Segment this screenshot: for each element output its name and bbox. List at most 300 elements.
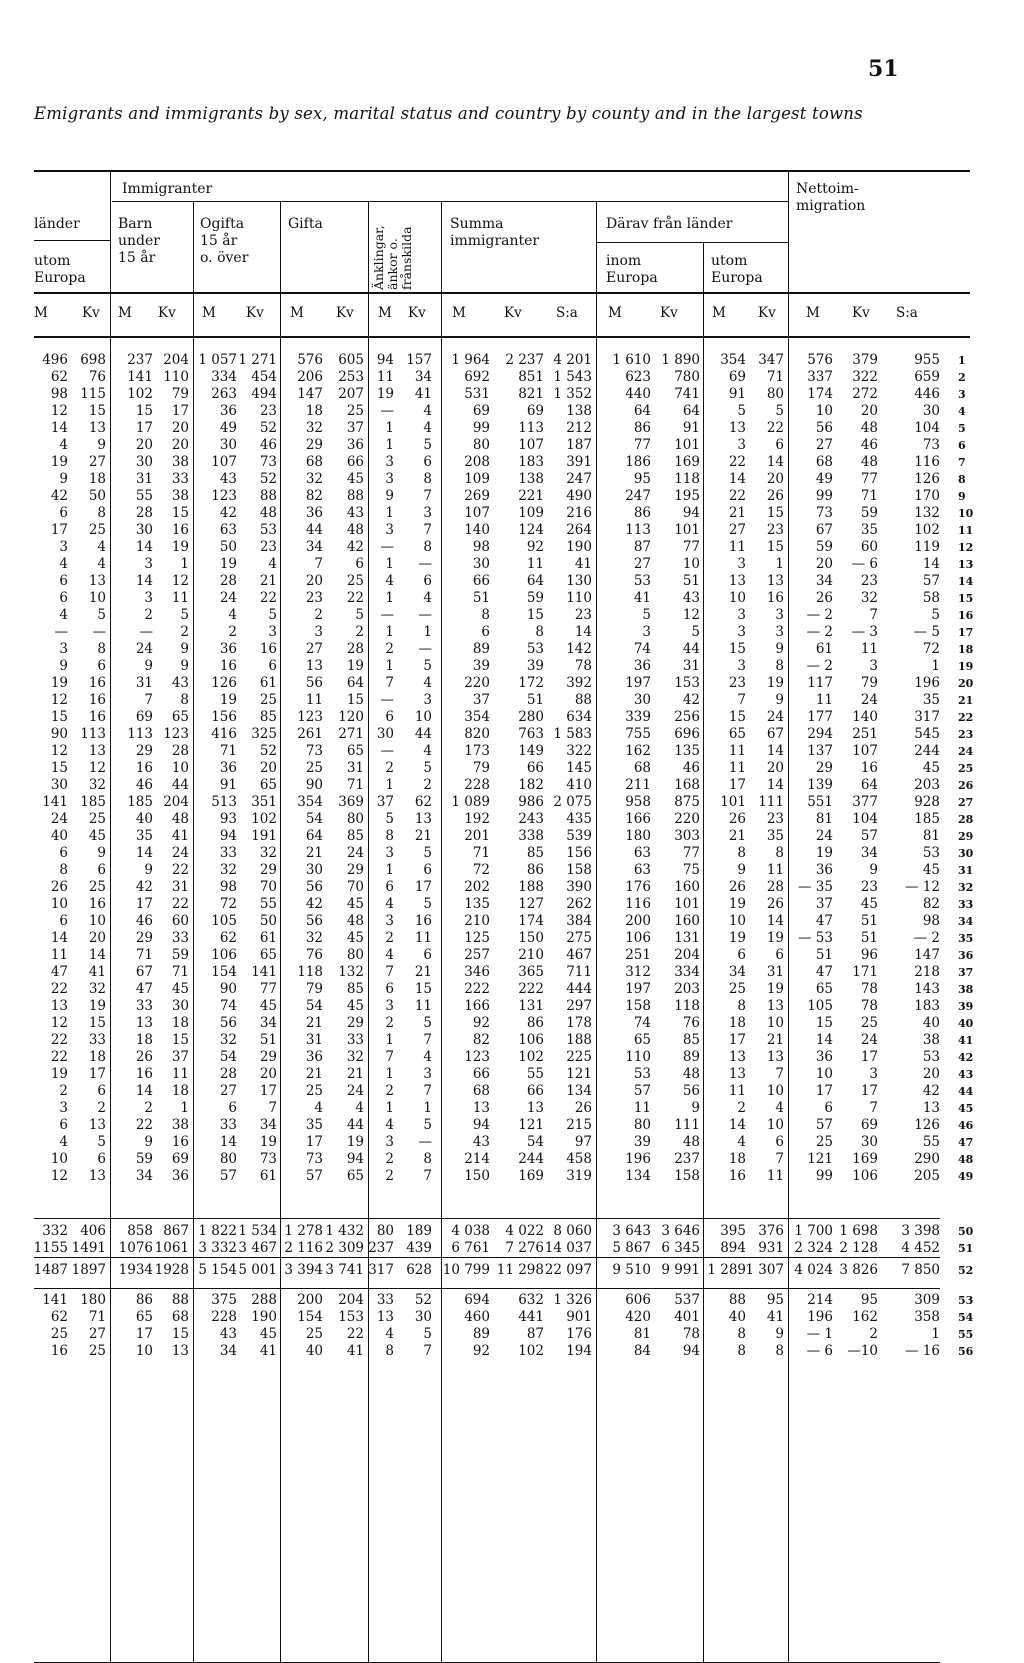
cell-ogifta-m: 28 [219,1066,237,1082]
cell-netto-kv: 3 [869,1066,878,1082]
cell-gifta-kv: 80 [346,947,364,963]
cell-inom-europa-kv: 101 [674,522,700,538]
cell-barn-m: 65 [135,1309,153,1325]
cell-utom-europa-m: 10 [728,913,746,929]
cell-gifta-m: 21 [305,1015,323,1031]
cell-anklingar-m: 1 [385,862,394,878]
cell-ogifta-m: 123 [211,488,237,504]
cell-lander-utom-kv: — [92,624,106,640]
cell-utom-europa-kv: 6 [775,947,784,963]
cell-netto-kv: 3 [869,658,878,674]
cell-summa-m: 4 038 [451,1223,490,1239]
cell-summa-sa: 130 [566,573,592,589]
cell-summa-m: 173 [464,743,490,759]
cell-netto-sa: 446 [914,386,940,402]
cell-utom-europa-m: 26 [728,811,746,827]
cell-barn-m: 30 [135,522,153,538]
cell-anklingar-kv: 34 [414,369,432,385]
cell-summa-sa: 264 [566,522,592,538]
cell-summa-sa: 178 [566,1015,592,1031]
cell-utom-europa-kv: 16 [766,590,784,606]
cell-ogifta-m: 62 [219,930,237,946]
header-summa-2: immigranter [450,233,540,249]
cell-inom-europa-m: 74 [633,1015,651,1031]
cell-barn-kv: 22 [171,896,189,912]
cell-netto-kv: 7 [869,1100,878,1116]
row-number: 49 [958,1170,974,1183]
row-number: 53 [958,1294,974,1307]
cell-barn-kv: 110 [163,369,189,385]
cell-ogifta-kv: 3 [268,624,277,640]
cell-barn-kv: 204 [163,352,189,368]
cell-summa-sa: 262 [566,896,592,912]
cell-inom-europa-m: 63 [633,862,651,878]
cell-summa-m: 89 [472,1326,490,1342]
cell-summa-sa: 156 [566,845,592,861]
cell-barn-kv: 30 [171,998,189,1014]
cell-gifta-kv: 25 [346,573,364,589]
cell-ogifta-kv: 23 [259,403,277,419]
cell-lander-utom-kv: 406 [80,1223,106,1239]
cell-summa-m: 202 [464,879,490,895]
cell-netto-m: 19 [815,845,833,861]
cell-summa-m: 222 [464,981,490,997]
cell-summa-m: 82 [472,1032,490,1048]
cell-ogifta-kv: 19 [259,1134,277,1150]
cell-barn-m: 15 [135,403,153,419]
cell-inom-europa-m: 53 [633,1066,651,1082]
cell-utom-europa-m: 21 [728,505,746,521]
cell-inom-europa-kv: 31 [682,658,700,674]
cell-barn-m: 69 [135,709,153,725]
cell-summa-m: 94 [472,1117,490,1133]
cell-inom-europa-kv: 42 [682,692,700,708]
cell-netto-sa: 14 [922,556,940,572]
cell-netto-m: 14 [815,1032,833,1048]
cell-barn-m: 113 [127,726,153,742]
cell-netto-kv: 95 [860,1292,878,1308]
cell-inom-europa-m: 755 [625,726,651,742]
cell-ogifta-m: 74 [219,998,237,1014]
cell-anklingar-kv: 5 [423,1015,432,1031]
cell-summa-sa: 435 [566,811,592,827]
cell-anklingar-m: 2 [385,1015,394,1031]
cell-gifta-m: 56 [305,913,323,929]
cell-anklingar-m: 1 [385,1100,394,1116]
cell-ogifta-m: 28 [219,573,237,589]
cell-summa-m: 1 089 [451,794,490,810]
cell-netto-kv: 46 [860,437,878,453]
header-anklingar-3: frånskilda [399,226,414,290]
cell-inom-europa-m: 57 [633,1083,651,1099]
cell-utom-europa-m: 22 [728,454,746,470]
cell-gifta-kv: 2 [355,624,364,640]
cell-summa-sa: 384 [566,913,592,929]
cell-ogifta-m: 90 [219,981,237,997]
cell-utom-europa-kv: 3 [775,607,784,623]
cell-netto-sa: 40 [922,1015,940,1031]
cell-gifta-kv: 65 [346,1168,364,1184]
cell-barn-kv: 16 [171,522,189,538]
cell-barn-m: 14 [135,1083,153,1099]
cell-summa-m: 150 [464,1168,490,1184]
cell-inom-europa-kv: 195 [674,488,700,504]
cell-gifta-kv: 71 [346,777,364,793]
cell-lander-utom-kv: 5 [97,1134,106,1150]
cell-summa-kv: 86 [526,862,544,878]
cell-barn-m: 59 [135,1151,153,1167]
cell-anklingar-kv: 5 [423,1326,432,1342]
cell-inom-europa-kv: 237 [674,1151,700,1167]
cell-anklingar-kv: — [418,641,432,657]
cell-anklingar-kv: 8 [423,471,432,487]
cell-utom-europa-kv: 7 [775,1151,784,1167]
cell-anklingar-kv: 8 [423,539,432,555]
cell-lander-utom-kv: 13 [88,573,106,589]
rule-v8 [788,170,789,1662]
cell-anklingar-kv: 7 [423,488,432,504]
cell-summa-kv: 182 [518,777,544,793]
cell-summa-kv: 763 [518,726,544,742]
cell-gifta-m: 57 [305,1168,323,1184]
cell-ogifta-m: 375 [211,1292,237,1308]
cell-gifta-kv: 4 [355,1100,364,1116]
cell-anklingar-m: 2 [385,1168,394,1184]
cell-barn-kv: 867 [163,1223,189,1239]
cell-barn-kv: 65 [171,709,189,725]
cell-inom-europa-m: 9 510 [612,1262,651,1278]
row-number: 46 [958,1119,974,1132]
cell-inom-europa-kv: 203 [674,981,700,997]
cell-anklingar-m: 1 [385,437,394,453]
cell-lander-utom-kv: 71 [88,1309,106,1325]
cell-barn-kv: 38 [171,488,189,504]
cell-summa-m: 220 [464,675,490,691]
header-barn: Barn [118,216,153,232]
cell-anklingar-m: 3 [385,1134,394,1150]
cell-lander-utom-kv: 76 [88,369,106,385]
cell-inom-europa-kv: 46 [682,760,700,776]
cell-utom-europa-m: 7 [737,692,746,708]
cell-utom-europa-kv: 14 [766,777,784,793]
row-number: 20 [958,677,974,690]
cell-utom-europa-m: 26 [728,879,746,895]
cell-ogifta-kv: 5 [268,607,277,623]
cell-gifta-m: 2 116 [284,1240,323,1256]
cell-gifta-kv: 3 741 [325,1262,364,1278]
cell-utom-europa-m: 8 [737,845,746,861]
cell-netto-sa: 42 [922,1083,940,1099]
cell-anklingar-m: 237 [368,1240,394,1256]
cell-gifta-m: 206 [297,369,323,385]
header-ogifta-2: 15 år [200,233,238,249]
cell-lander-utom-m: 10 [50,896,68,912]
cell-netto-m: 177 [807,709,833,725]
cell-inom-europa-m: 86 [633,420,651,436]
cell-summa-m: 13 [472,1100,490,1116]
cell-ogifta-kv: 88 [259,488,277,504]
cell-lander-utom-m: 12 [50,692,68,708]
cell-summa-m: 39 [472,658,490,674]
cell-anklingar-kv: 189 [406,1223,432,1239]
cell-utom-europa-m: 6 [737,947,746,963]
cell-summa-sa: 88 [574,692,592,708]
cell-anklingar-m: 3 [385,471,394,487]
cell-inom-europa-m: 86 [633,505,651,521]
cell-barn-kv: 44 [171,777,189,793]
cell-netto-kv: 23 [860,573,878,589]
cell-lander-utom-kv: 25 [88,811,106,827]
cell-inom-europa-kv: 169 [674,454,700,470]
cell-lander-utom-kv: 698 [80,352,106,368]
cell-barn-m: 16 [135,760,153,776]
row-number: 29 [958,830,974,843]
cell-utom-europa-m: 40 [728,1309,746,1325]
cell-utom-europa-kv: 13 [766,573,784,589]
cell-lander-utom-kv: 27 [88,454,106,470]
cell-netto-m: — 1 [806,1326,833,1342]
cell-netto-kv: 1 698 [839,1223,878,1239]
cell-netto-m: 51 [815,947,833,963]
header-utom2-europa: Europa [711,270,763,286]
cell-ogifta-m: 32 [219,1032,237,1048]
row-number: 12 [958,541,974,554]
cell-inom-europa-m: 87 [633,539,651,555]
cell-netto-kv: 20 [860,403,878,419]
cell-utom-europa-kv: 1 307 [745,1262,784,1278]
cell-netto-sa: 13 [922,1100,940,1116]
cell-netto-m: 49 [815,471,833,487]
cell-ogifta-m: 33 [219,1117,237,1133]
cell-gifta-kv: 153 [338,1309,364,1325]
row-number: 22 [958,711,974,724]
cell-anklingar-kv: 4 [423,743,432,759]
cell-gifta-m: 13 [305,658,323,674]
cell-netto-sa: — 16 [905,1343,940,1359]
cell-lander-utom-m: 12 [50,743,68,759]
cell-inom-europa-m: 339 [625,709,651,725]
cell-ogifta-m: 50 [219,539,237,555]
cell-barn-m: 3 [144,590,153,606]
cell-gifta-kv: 271 [338,726,364,742]
cell-ogifta-m: 43 [219,471,237,487]
cell-lander-utom-m: 12 [50,403,68,419]
cell-utom-europa-m: 18 [728,1015,746,1031]
cell-netto-kv: 16 [860,760,878,776]
row-number: 44 [958,1085,974,1098]
cell-netto-kv: 2 128 [839,1240,878,1256]
cell-anklingar-kv: 44 [414,726,432,742]
cell-gifta-kv: 85 [346,828,364,844]
cell-gifta-m: 56 [305,675,323,691]
cell-lander-utom-m: 22 [50,1049,68,1065]
cell-ogifta-m: 32 [219,862,237,878]
cell-anklingar-kv: 3 [423,505,432,521]
cell-anklingar-kv: 30 [414,1309,432,1325]
cell-lander-utom-kv: 6 [97,1151,106,1167]
sub-m-1: M [34,305,48,321]
cell-netto-m: 99 [815,1168,833,1184]
cell-ogifta-kv: 65 [259,777,277,793]
cell-anklingar-kv: 4 [423,420,432,436]
cell-barn-m: 20 [135,437,153,453]
cell-netto-m: 36 [815,1049,833,1065]
row-number: 32 [958,881,974,894]
cell-inom-europa-kv: 48 [682,1066,700,1082]
cell-utom-europa-kv: 20 [766,471,784,487]
cell-lander-utom-m: 19 [50,675,68,691]
cell-utom-europa-m: 395 [720,1223,746,1239]
cell-netto-sa: 955 [914,352,940,368]
cell-lander-utom-kv: 45 [88,828,106,844]
cell-inom-europa-m: 247 [625,488,651,504]
cell-barn-kv: 59 [171,947,189,963]
cell-anklingar-kv: — [418,556,432,572]
cell-netto-m: 25 [815,1134,833,1150]
cell-inom-europa-kv: 9 991 [661,1262,700,1278]
cell-summa-m: 531 [464,386,490,402]
cell-utom-europa-kv: 9 [775,692,784,708]
cell-anklingar-kv: 4 [423,403,432,419]
cell-summa-m: 269 [464,488,490,504]
cell-netto-m: 4 024 [794,1262,833,1278]
cell-gifta-m: 11 [305,692,323,708]
cell-barn-m: 17 [135,1326,153,1342]
cell-summa-sa: 110 [566,590,592,606]
cell-gifta-kv: 15 [346,692,364,708]
header-netto: Nettoim- [796,181,859,197]
sub-m-4: M [290,305,304,321]
cell-anklingar-m: 6 [385,879,394,895]
cell-utom-europa-kv: 111 [758,794,784,810]
cell-summa-kv: 121 [518,1117,544,1133]
cell-barn-kv: 15 [171,505,189,521]
sub-kv-8: Kv [758,305,776,321]
cell-summa-kv: 59 [526,590,544,606]
cell-summa-sa: 319 [566,1168,592,1184]
cell-ogifta-kv: 7 [268,1100,277,1116]
group-rule [34,1257,940,1258]
cell-gifta-kv: 88 [346,488,364,504]
cell-barn-kv: 69 [171,1151,189,1167]
cell-lander-utom-kv: 16 [88,692,106,708]
row-number: 31 [958,864,974,877]
cell-inom-europa-kv: 153 [674,675,700,691]
cell-inom-europa-m: 65 [633,1032,651,1048]
cell-summa-m: 354 [464,709,490,725]
cell-gifta-m: 56 [305,879,323,895]
cell-anklingar-m: 1 [385,658,394,674]
cell-summa-m: 460 [464,1309,490,1325]
cell-gifta-m: 21 [305,845,323,861]
cell-barn-kv: 33 [171,471,189,487]
cell-netto-m: 59 [815,539,833,555]
cell-gifta-m: 154 [297,1309,323,1325]
cell-ogifta-m: 14 [219,1134,237,1150]
cell-utom-europa-kv: 11 [766,1168,784,1184]
cell-summa-kv: 172 [518,675,544,691]
cell-netto-sa: 53 [922,845,940,861]
cell-inom-europa-kv: 56 [682,1083,700,1099]
cell-gifta-kv: 41 [346,1343,364,1359]
cell-netto-sa: 203 [914,777,940,793]
cell-ogifta-m: 105 [211,913,237,929]
row-number: 41 [958,1034,974,1047]
cell-anklingar-kv: 3 [423,692,432,708]
cell-summa-sa: 392 [566,675,592,691]
cell-lander-utom-m: 12 [50,1015,68,1031]
cell-lander-utom-m: 6 [59,590,68,606]
cell-barn-kv: 31 [171,879,189,895]
cell-summa-m: 210 [464,913,490,929]
cell-lander-utom-m: 13 [50,998,68,1014]
cell-netto-sa: 20 [922,1066,940,1082]
cell-barn-m: 29 [135,743,153,759]
cell-summa-sa: 390 [566,879,592,895]
cell-lander-utom-kv: 32 [88,981,106,997]
cell-barn-kv: 1061 [154,1240,189,1256]
cell-barn-m: 29 [135,930,153,946]
cell-anklingar-m: 6 [385,981,394,997]
cell-netto-sa: 35 [922,692,940,708]
cell-ogifta-kv: 6 [268,658,277,674]
cell-summa-sa: 23 [574,607,592,623]
cell-ogifta-kv: 141 [251,964,277,980]
cell-netto-sa: 5 [931,607,940,623]
cell-lander-utom-kv: 17 [88,1066,106,1082]
cell-barn-kv: 18 [171,1083,189,1099]
cell-utom-europa-m: 3 [737,624,746,640]
cell-gifta-kv: 253 [338,369,364,385]
cell-barn-m: 34 [135,1168,153,1184]
cell-gifta-m: 54 [305,998,323,1014]
cell-netto-kv: — 3 [851,624,878,640]
cell-ogifta-kv: 52 [259,420,277,436]
cell-summa-kv: 66 [526,760,544,776]
cell-utom-europa-m: 11 [728,760,746,776]
sub-m-6: M [452,305,466,321]
cell-ogifta-kv: 23 [259,539,277,555]
row-number: 9 [958,490,966,503]
row-number: 39 [958,1000,974,1013]
cell-inom-europa-kv: 6 345 [661,1240,700,1256]
cell-ogifta-kv: 70 [259,879,277,895]
cell-summa-sa: 297 [566,998,592,1014]
cell-ogifta-m: 94 [219,828,237,844]
cell-summa-kv: 131 [518,998,544,1014]
cell-barn-kv: 37 [171,1049,189,1065]
cell-netto-sa: 659 [914,369,940,385]
cell-ogifta-m: 1 822 [198,1223,237,1239]
cell-ogifta-m: 36 [219,760,237,776]
cell-inom-europa-m: 197 [625,981,651,997]
cell-summa-sa: 225 [566,1049,592,1065]
cell-ogifta-kv: 1 534 [238,1223,277,1239]
cell-barn-kv: 48 [171,811,189,827]
sub-m-3: M [202,305,216,321]
cell-utom-europa-m: 8 [737,1343,746,1359]
cell-utom-europa-kv: 20 [766,760,784,776]
cell-inom-europa-m: 64 [633,403,651,419]
cell-inom-europa-m: 162 [625,743,651,759]
cell-netto-m: — 2 [806,658,833,674]
cell-utom-europa-kv: 14 [766,743,784,759]
cell-netto-m: 29 [815,760,833,776]
cell-gifta-kv: 605 [338,352,364,368]
cell-ogifta-kv: 1 271 [238,352,277,368]
cell-netto-kv: 71 [860,488,878,504]
cell-lander-utom-kv: 50 [88,488,106,504]
